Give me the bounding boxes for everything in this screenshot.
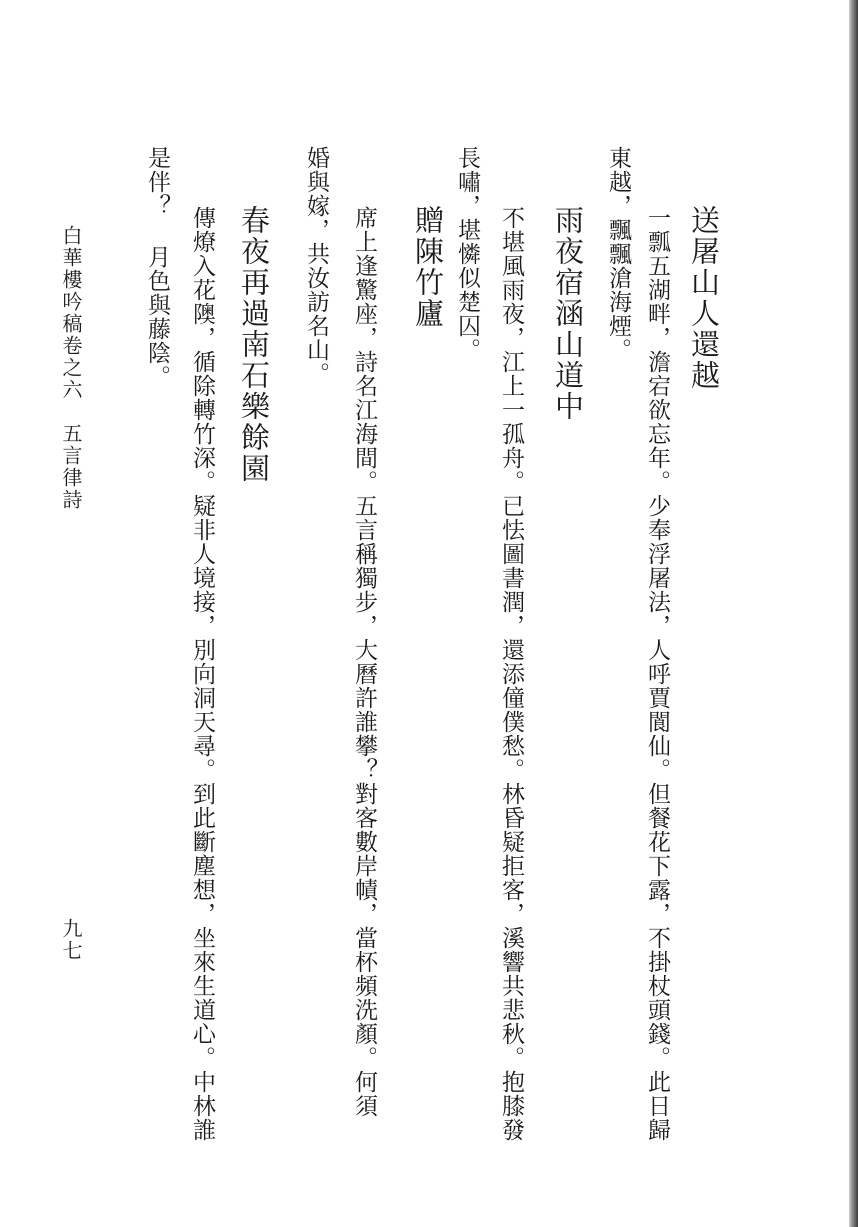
poem-line-3-1: 席上逢驚座，詩名江海間。五言稱獨步，大曆許誰攀？對客數岸幘，當杯頻洗顏。何須 xyxy=(351,206,377,1118)
poem-line-1-1: 一瓢五湖畔，澹宕欲忘年。少奉浮屠法，人呼賈閬仙。但餐花下露，不掛杖頭錢。此日歸 xyxy=(644,206,670,1142)
poem-line-1-2: 東越，飄飄滄海煙。 xyxy=(605,146,631,362)
running-title: 白華樓吟稿卷之六 五言律詩 xyxy=(59,225,83,511)
page-number: 九七 xyxy=(59,918,83,962)
poem-line-4-2: 是伴？ 月色與藤陰。 xyxy=(144,146,170,389)
poem-line-4-1: 傳燎入花隩，循除轉竹深。疑非人境接，別向洞天尋。到此斷塵想，坐來生道心。中林誰 xyxy=(189,206,215,1142)
poem-title-3: 贈陳竹廬 xyxy=(411,205,445,329)
poem-line-2-2: 長嘯，堪憐似楚囚。 xyxy=(454,146,480,362)
poem-title-2: 雨夜宿涵山道中 xyxy=(551,205,585,422)
poem-line-3-2: 婚與嫁，共汝訪名山。 xyxy=(303,146,329,386)
page-edge xyxy=(849,0,858,1227)
poem-title-4: 春夜再過南石樂餘園 xyxy=(237,205,271,484)
poem-line-2-1: 不堪風雨夜，江上一孤舟。已怯圖書潤，還添僮僕愁。林昏疑拒客，溪響共悲秋。抱膝發 xyxy=(498,206,524,1142)
poem-title-1: 送屠山人還越 xyxy=(687,205,721,391)
